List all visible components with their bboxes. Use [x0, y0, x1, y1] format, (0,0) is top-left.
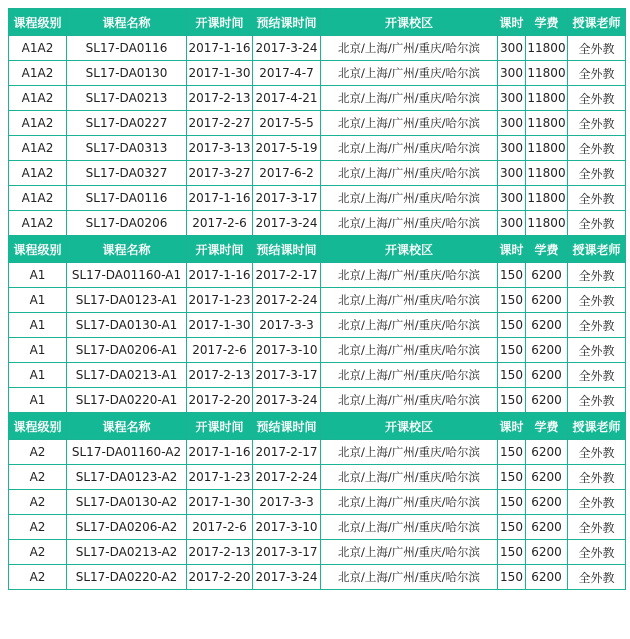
cell-fee: 11800 — [526, 136, 568, 161]
cell-course-name: SL17-DA0313 — [67, 136, 187, 161]
cell-start-date: 2017-2-13 — [187, 540, 253, 565]
cell-level: A2 — [9, 490, 67, 515]
table-row — [9, 288, 626, 313]
table-row — [9, 61, 626, 86]
cell-course-name: SL17-DA0123-A1 — [67, 288, 187, 313]
header-row — [9, 9, 626, 36]
cell-level: A1A2 — [9, 186, 67, 211]
cell-campus: 北京/上海/广州/重庆/哈尔滨 — [321, 186, 498, 211]
cell-fee: 11800 — [526, 186, 568, 211]
cell-campus: 北京/上海/广州/重庆/哈尔滨 — [321, 111, 498, 136]
cell-hours: 300 — [498, 211, 526, 236]
header-level: 课程级别 — [9, 9, 67, 36]
cell-teacher: 全外教 — [568, 540, 626, 565]
cell-campus: 北京/上海/广州/重庆/哈尔滨 — [321, 440, 498, 465]
cell-campus: 北京/上海/广州/重庆/哈尔滨 — [321, 61, 498, 86]
cell-campus: 北京/上海/广州/重庆/哈尔滨 — [321, 86, 498, 111]
cell-hours: 150 — [498, 540, 526, 565]
cell-campus: 北京/上海/广州/重庆/哈尔滨 — [321, 388, 498, 413]
cell-fee: 6200 — [526, 565, 568, 590]
table-body — [9, 9, 626, 590]
cell-course-name: SL17-DA0220-A2 — [67, 565, 187, 590]
cell-teacher: 全外教 — [568, 490, 626, 515]
cell-hours: 150 — [498, 515, 526, 540]
cell-level: A1 — [9, 288, 67, 313]
cell-end-date: 2017-3-24 — [253, 211, 321, 236]
cell-end-date: 2017-3-17 — [253, 186, 321, 211]
cell-start-date: 2017-1-16 — [187, 36, 253, 61]
cell-campus: 北京/上海/广州/重庆/哈尔滨 — [321, 515, 498, 540]
header-teacher: 授课老师 — [568, 413, 626, 440]
header-hours: 课时 — [498, 9, 526, 36]
cell-hours: 150 — [498, 338, 526, 363]
cell-hours: 150 — [498, 288, 526, 313]
cell-campus: 北京/上海/广州/重庆/哈尔滨 — [321, 288, 498, 313]
cell-campus: 北京/上海/广州/重庆/哈尔滨 — [321, 465, 498, 490]
cell-teacher: 全外教 — [568, 288, 626, 313]
cell-fee: 6200 — [526, 363, 568, 388]
cell-campus: 北京/上海/广州/重庆/哈尔滨 — [321, 136, 498, 161]
cell-hours: 150 — [498, 565, 526, 590]
cell-end-date: 2017-3-10 — [253, 515, 321, 540]
header-course-name: 课程名称 — [67, 413, 187, 440]
cell-fee: 11800 — [526, 86, 568, 111]
cell-course-name: SL17-DA0220-A1 — [67, 388, 187, 413]
cell-start-date: 2017-2-13 — [187, 86, 253, 111]
cell-campus: 北京/上海/广州/重庆/哈尔滨 — [321, 36, 498, 61]
cell-level: A2 — [9, 515, 67, 540]
header-level: 课程级别 — [9, 413, 67, 440]
cell-level: A1A2 — [9, 61, 67, 86]
cell-start-date: 2017-1-30 — [187, 490, 253, 515]
cell-teacher: 全外教 — [568, 313, 626, 338]
cell-fee: 6200 — [526, 388, 568, 413]
cell-course-name: SL17-DA01160-A1 — [67, 263, 187, 288]
cell-campus: 北京/上海/广州/重庆/哈尔滨 — [321, 338, 498, 363]
table-row — [9, 515, 626, 540]
cell-teacher: 全外教 — [568, 86, 626, 111]
header-hours: 课时 — [498, 236, 526, 263]
header-fee: 学费 — [526, 9, 568, 36]
header-teacher: 授课老师 — [568, 236, 626, 263]
cell-start-date: 2017-3-27 — [187, 161, 253, 186]
header-start-date: 开课时间 — [187, 9, 253, 36]
header-end-date: 预结课时间 — [253, 9, 321, 36]
cell-end-date: 2017-3-24 — [253, 388, 321, 413]
cell-level: A1A2 — [9, 161, 67, 186]
cell-teacher: 全外教 — [568, 186, 626, 211]
cell-start-date: 2017-2-13 — [187, 363, 253, 388]
cell-start-date: 2017-1-16 — [187, 186, 253, 211]
cell-campus: 北京/上海/广州/重庆/哈尔滨 — [321, 161, 498, 186]
cell-campus: 北京/上海/广州/重庆/哈尔滨 — [321, 540, 498, 565]
cell-course-name: SL17-DA0213-A1 — [67, 363, 187, 388]
cell-teacher: 全外教 — [568, 61, 626, 86]
table-row — [9, 211, 626, 236]
cell-level: A1 — [9, 363, 67, 388]
cell-teacher: 全外教 — [568, 136, 626, 161]
cell-teacher: 全外教 — [568, 161, 626, 186]
header-hours: 课时 — [498, 413, 526, 440]
cell-level: A2 — [9, 440, 67, 465]
cell-hours: 300 — [498, 136, 526, 161]
header-teacher: 授课老师 — [568, 9, 626, 36]
table-row — [9, 86, 626, 111]
cell-hours: 150 — [498, 263, 526, 288]
cell-course-name: SL17-DA0227 — [67, 111, 187, 136]
cell-fee: 6200 — [526, 263, 568, 288]
header-course-name: 课程名称 — [67, 9, 187, 36]
header-level: 课程级别 — [9, 236, 67, 263]
cell-hours: 150 — [498, 440, 526, 465]
cell-course-name: SL17-DA0206-A1 — [67, 338, 187, 363]
header-fee: 学费 — [526, 236, 568, 263]
cell-fee: 6200 — [526, 540, 568, 565]
cell-teacher: 全外教 — [568, 263, 626, 288]
header-row — [9, 413, 626, 440]
cell-teacher: 全外教 — [568, 440, 626, 465]
cell-end-date: 2017-3-10 — [253, 338, 321, 363]
cell-level: A2 — [9, 565, 67, 590]
cell-course-name: SL17-DA0206-A2 — [67, 515, 187, 540]
table-row — [9, 565, 626, 590]
cell-course-name: SL17-DA0130 — [67, 61, 187, 86]
table-row — [9, 263, 626, 288]
cell-level: A1 — [9, 263, 67, 288]
course-schedule-table — [8, 8, 626, 590]
table-row — [9, 338, 626, 363]
header-fee: 学费 — [526, 413, 568, 440]
cell-start-date: 2017-1-23 — [187, 288, 253, 313]
header-campus: 开课校区 — [321, 9, 498, 36]
cell-teacher: 全外教 — [568, 388, 626, 413]
table-row — [9, 363, 626, 388]
cell-end-date: 2017-3-24 — [253, 565, 321, 590]
cell-hours: 300 — [498, 161, 526, 186]
cell-hours: 300 — [498, 86, 526, 111]
cell-teacher: 全外教 — [568, 515, 626, 540]
table-row — [9, 36, 626, 61]
cell-hours: 150 — [498, 363, 526, 388]
table-row — [9, 313, 626, 338]
cell-fee: 6200 — [526, 288, 568, 313]
cell-fee: 11800 — [526, 36, 568, 61]
cell-campus: 北京/上海/广州/重庆/哈尔滨 — [321, 263, 498, 288]
cell-hours: 300 — [498, 61, 526, 86]
cell-teacher: 全外教 — [568, 565, 626, 590]
cell-level: A1A2 — [9, 36, 67, 61]
cell-end-date: 2017-5-19 — [253, 136, 321, 161]
cell-course-name: SL17-DA0130-A2 — [67, 490, 187, 515]
cell-end-date: 2017-3-3 — [253, 490, 321, 515]
cell-fee: 6200 — [526, 338, 568, 363]
cell-hours: 300 — [498, 186, 526, 211]
cell-course-name: SL17-DA01160-A2 — [67, 440, 187, 465]
cell-end-date: 2017-3-17 — [253, 540, 321, 565]
table-row — [9, 465, 626, 490]
cell-end-date: 2017-5-5 — [253, 111, 321, 136]
cell-end-date: 2017-2-17 — [253, 440, 321, 465]
cell-start-date: 2017-1-16 — [187, 440, 253, 465]
cell-end-date: 2017-3-3 — [253, 313, 321, 338]
cell-campus: 北京/上海/广州/重庆/哈尔滨 — [321, 313, 498, 338]
cell-fee: 6200 — [526, 440, 568, 465]
cell-start-date: 2017-1-30 — [187, 313, 253, 338]
table-row — [9, 186, 626, 211]
cell-teacher: 全外教 — [568, 465, 626, 490]
header-start-date: 开课时间 — [187, 413, 253, 440]
cell-end-date: 2017-4-21 — [253, 86, 321, 111]
header-campus: 开课校区 — [321, 236, 498, 263]
table-row — [9, 136, 626, 161]
cell-course-name: SL17-DA0327 — [67, 161, 187, 186]
cell-end-date: 2017-4-7 — [253, 61, 321, 86]
header-row — [9, 236, 626, 263]
cell-end-date: 2017-2-17 — [253, 263, 321, 288]
cell-course-name: SL17-DA0130-A1 — [67, 313, 187, 338]
cell-teacher: 全外教 — [568, 111, 626, 136]
cell-start-date: 2017-2-6 — [187, 515, 253, 540]
cell-start-date: 2017-1-23 — [187, 465, 253, 490]
table-row — [9, 111, 626, 136]
cell-fee: 6200 — [526, 515, 568, 540]
cell-start-date: 2017-2-20 — [187, 565, 253, 590]
cell-level: A1A2 — [9, 136, 67, 161]
header-end-date: 预结课时间 — [253, 413, 321, 440]
cell-hours: 150 — [498, 465, 526, 490]
cell-end-date: 2017-6-2 — [253, 161, 321, 186]
cell-level: A1A2 — [9, 111, 67, 136]
cell-level: A1 — [9, 338, 67, 363]
cell-fee: 11800 — [526, 211, 568, 236]
cell-fee: 6200 — [526, 465, 568, 490]
table-row — [9, 388, 626, 413]
cell-start-date: 2017-2-20 — [187, 388, 253, 413]
cell-hours: 150 — [498, 313, 526, 338]
cell-level: A1 — [9, 388, 67, 413]
cell-end-date: 2017-2-24 — [253, 288, 321, 313]
cell-teacher: 全外教 — [568, 363, 626, 388]
cell-start-date: 2017-1-16 — [187, 263, 253, 288]
cell-campus: 北京/上海/广州/重庆/哈尔滨 — [321, 490, 498, 515]
cell-level: A2 — [9, 465, 67, 490]
cell-course-name: SL17-DA0213-A2 — [67, 540, 187, 565]
cell-start-date: 2017-3-13 — [187, 136, 253, 161]
cell-fee: 11800 — [526, 61, 568, 86]
cell-course-name: SL17-DA0213 — [67, 86, 187, 111]
cell-start-date: 2017-2-27 — [187, 111, 253, 136]
cell-fee: 11800 — [526, 161, 568, 186]
cell-campus: 北京/上海/广州/重庆/哈尔滨 — [321, 211, 498, 236]
cell-fee: 6200 — [526, 313, 568, 338]
cell-start-date: 2017-1-30 — [187, 61, 253, 86]
cell-course-name: SL17-DA0116 — [67, 186, 187, 211]
cell-fee: 11800 — [526, 111, 568, 136]
cell-fee: 6200 — [526, 490, 568, 515]
table-row — [9, 440, 626, 465]
cell-hours: 300 — [498, 111, 526, 136]
cell-hours: 150 — [498, 388, 526, 413]
cell-level: A1A2 — [9, 86, 67, 111]
cell-hours: 300 — [498, 36, 526, 61]
cell-end-date: 2017-3-17 — [253, 363, 321, 388]
cell-end-date: 2017-2-24 — [253, 465, 321, 490]
cell-campus: 北京/上海/广州/重庆/哈尔滨 — [321, 363, 498, 388]
cell-teacher: 全外教 — [568, 338, 626, 363]
table-row — [9, 540, 626, 565]
table-row — [9, 490, 626, 515]
cell-teacher: 全外教 — [568, 36, 626, 61]
cell-end-date: 2017-3-24 — [253, 36, 321, 61]
header-campus: 开课校区 — [321, 413, 498, 440]
cell-level: A1 — [9, 313, 67, 338]
cell-start-date: 2017-2-6 — [187, 338, 253, 363]
cell-course-name: SL17-DA0206 — [67, 211, 187, 236]
cell-level: A1A2 — [9, 211, 67, 236]
table-row — [9, 161, 626, 186]
cell-hours: 150 — [498, 490, 526, 515]
cell-teacher: 全外教 — [568, 211, 626, 236]
header-end-date: 预结课时间 — [253, 236, 321, 263]
cell-start-date: 2017-2-6 — [187, 211, 253, 236]
cell-course-name: SL17-DA0123-A2 — [67, 465, 187, 490]
header-course-name: 课程名称 — [67, 236, 187, 263]
cell-campus: 北京/上海/广州/重庆/哈尔滨 — [321, 565, 498, 590]
header-start-date: 开课时间 — [187, 236, 253, 263]
cell-course-name: SL17-DA0116 — [67, 36, 187, 61]
cell-level: A2 — [9, 540, 67, 565]
